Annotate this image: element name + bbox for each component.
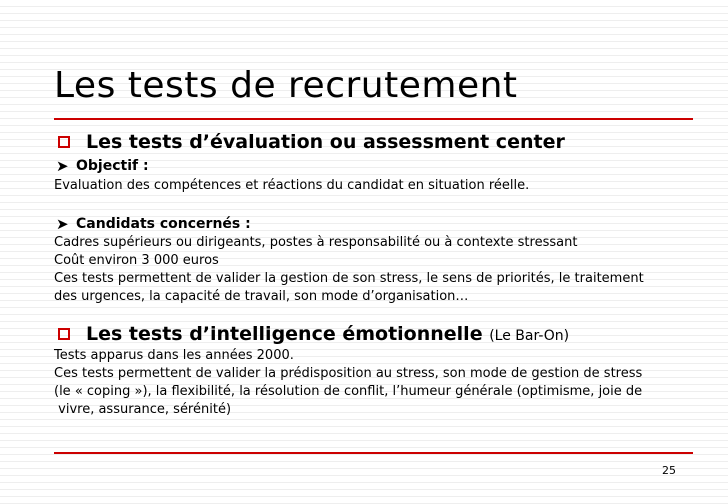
- section2-line: (le « coping »), la flexibilité, la résolution de conflit, l’humeur générale (optimisme, joie de: [54, 384, 643, 399]
- candidats-line: des urgences, la capacité de travail, son mode d’organisation…: [54, 289, 469, 304]
- arrow-bullet-icon: ➤: [56, 157, 69, 175]
- square-bullet-icon: [58, 328, 70, 340]
- section2-line: Ces tests permettent de valider la prédisposition au stress, son mode de gestion de stress: [54, 366, 643, 381]
- section1-heading: Les tests d’évaluation ou assessment center: [86, 131, 565, 153]
- candidats-label: Candidats concernés :: [76, 216, 251, 232]
- footer-divider: [54, 452, 693, 454]
- square-bullet-icon: [58, 136, 70, 148]
- arrow-bullet-icon: ➤: [56, 215, 69, 233]
- section2-heading-text: Les tests d’intelligence émotionnelle: [86, 323, 483, 345]
- section2-heading: [86, 323, 569, 347]
- objectif-text: Evaluation des compétences et réactions du candidat en situation réelle.: [54, 178, 530, 193]
- page-number: 25: [662, 464, 676, 477]
- candidats-line: Coût environ 3 000 euros: [54, 253, 219, 268]
- section2-line: vivre, assurance, sérénité): [54, 402, 232, 417]
- title-divider: [54, 118, 693, 120]
- section2-heading-paren: (Le Bar-On): [489, 328, 570, 344]
- candidats-line: Ces tests permettent de valider la gestion de son stress, le sens de priorités, le traitement: [54, 271, 644, 286]
- candidats-line: Cadres supérieurs ou dirigeants, postes à responsabilité ou à contexte stressant: [54, 235, 578, 250]
- section2-line: Tests apparus dans les années 2000.: [54, 348, 294, 363]
- objectif-label: Objectif :: [76, 158, 149, 174]
- slide-title: Les tests de recrutement: [54, 65, 518, 106]
